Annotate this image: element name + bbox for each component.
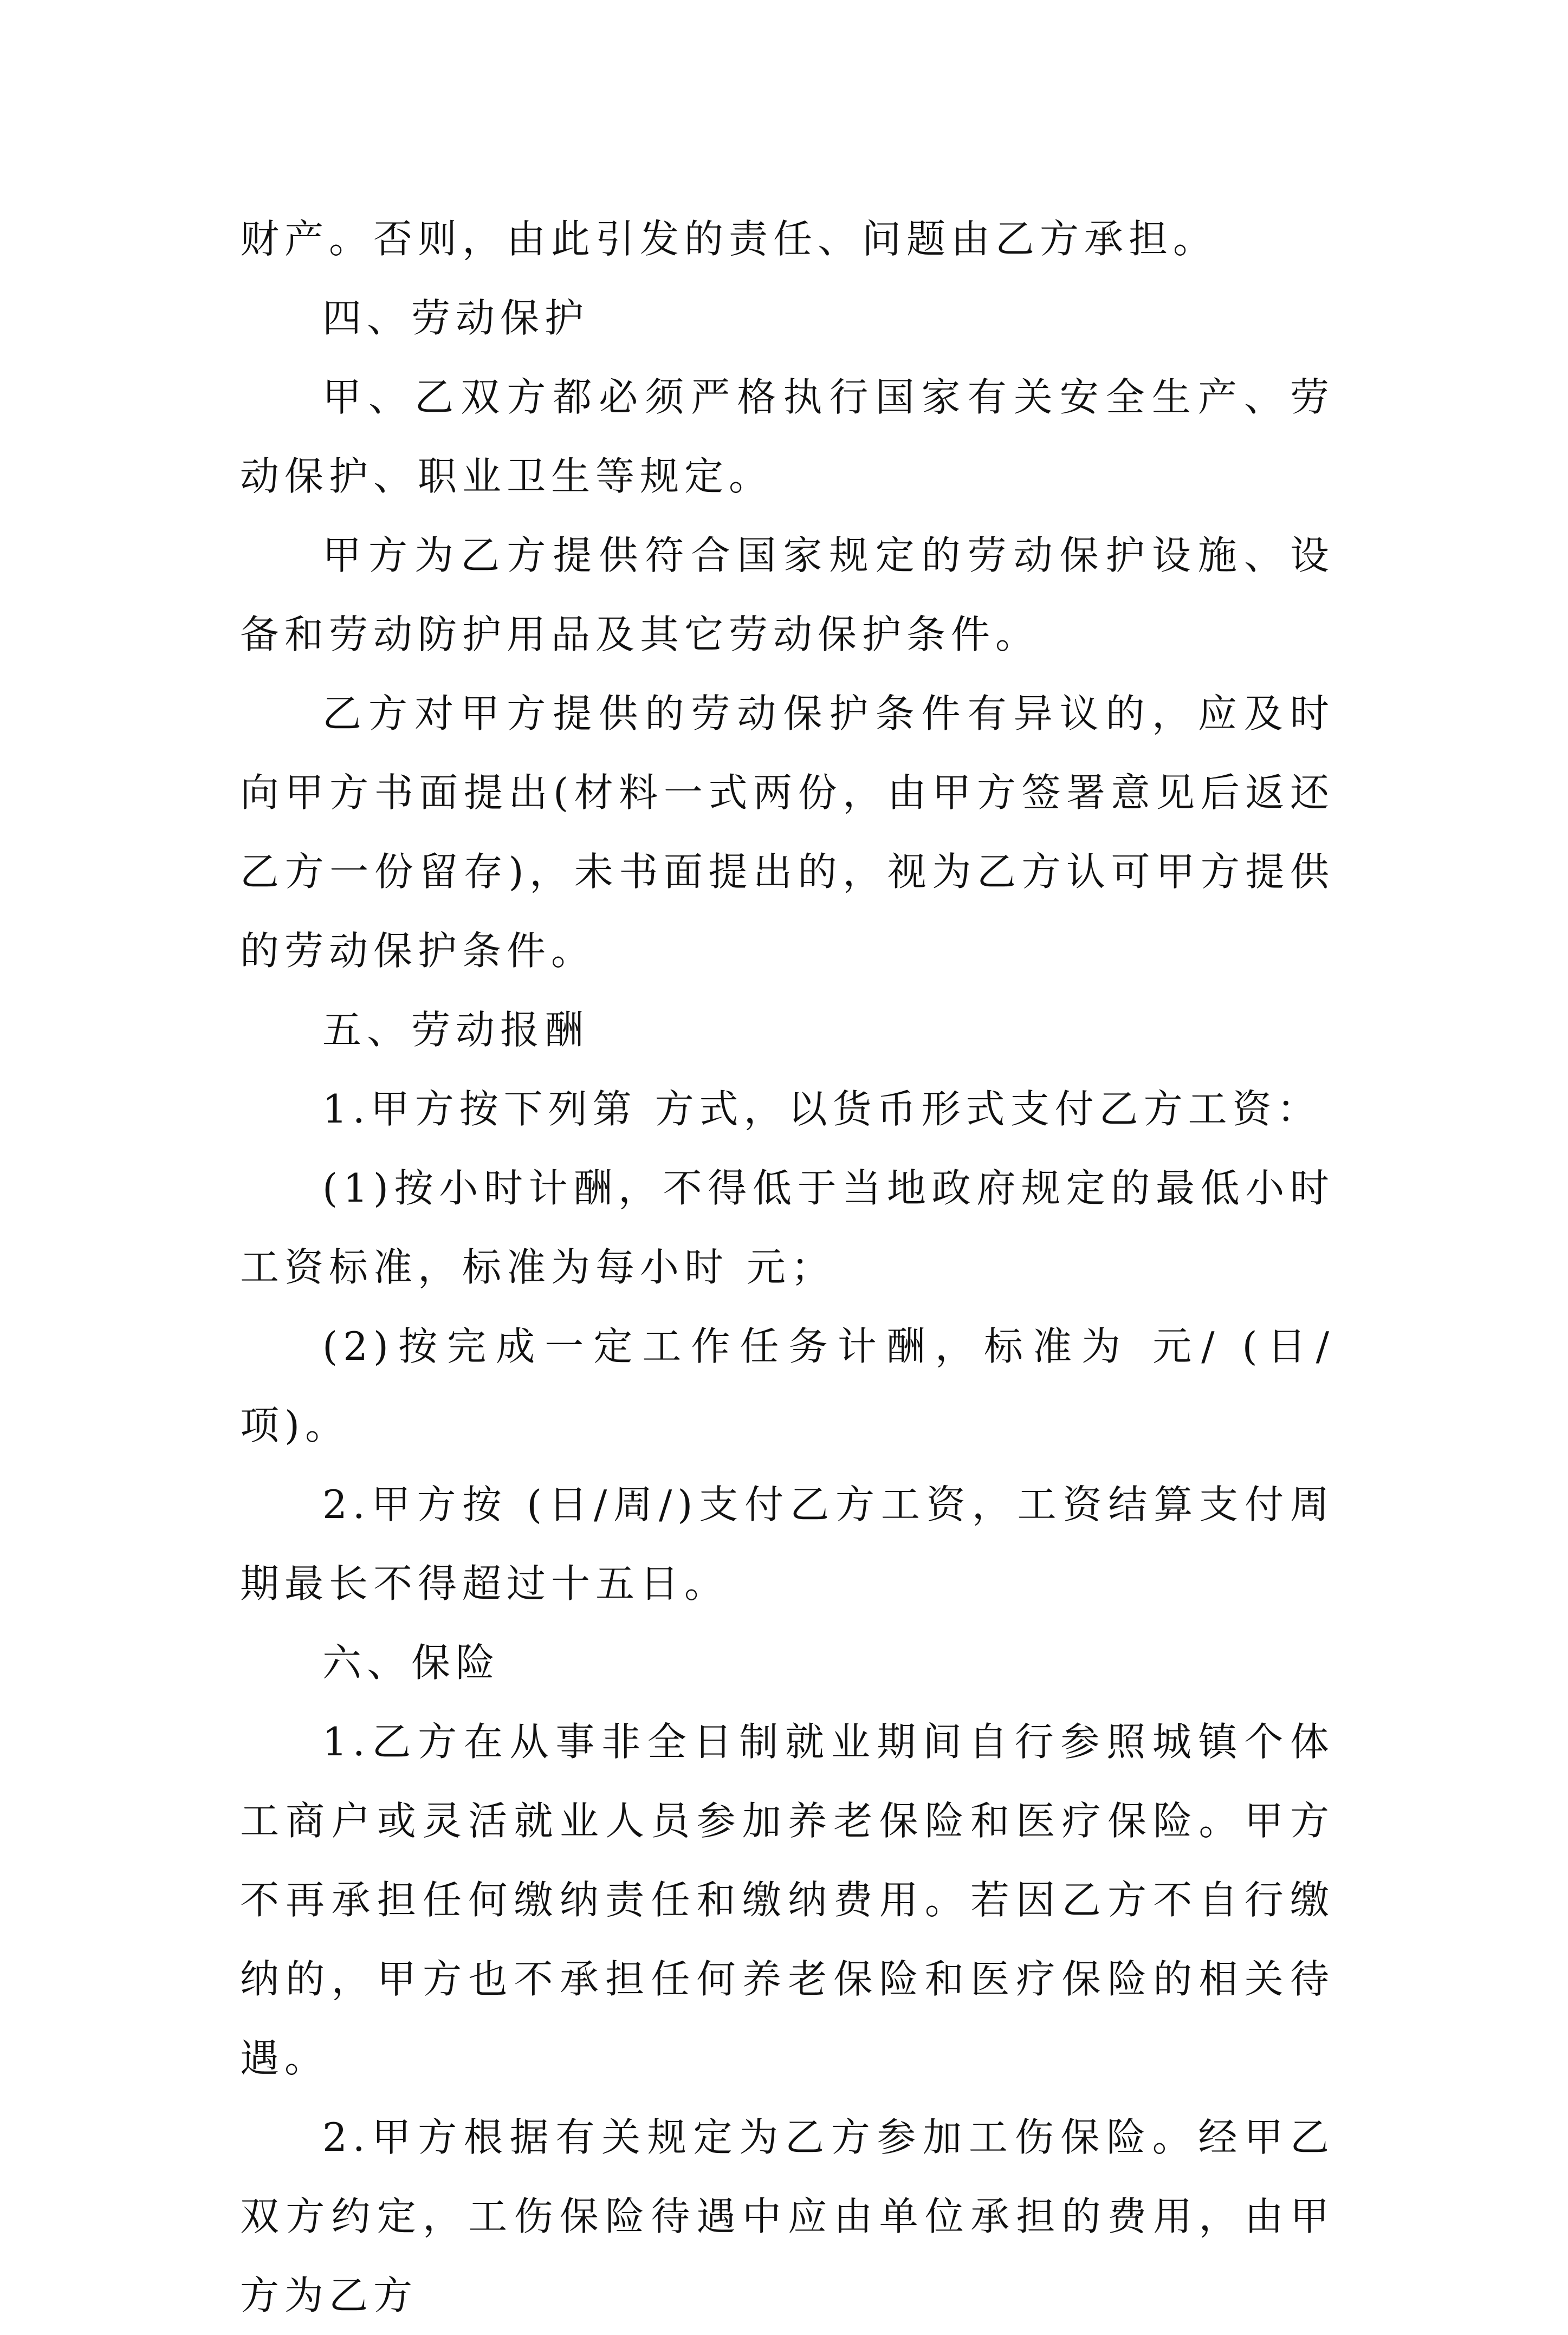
paragraph-pension-medical: 1.乙方在从事非全日制就业期间自行参照城镇个体工商户或灵活就业人员参加养老保险和医疗保险。甲方不再承担任何缴纳责任和缴纳费用。若因乙方不自行缴纳的，甲方也不承担任何养老保险和医疗保险的相关待遇。 — [240, 1719, 1334, 2081]
paragraph-injury-insurance: 2.甲方根据有关规定为乙方参加工伤保险。经甲乙双方约定，工伤保险待遇中应由单位承担的费用，由甲方为乙方 — [240, 2115, 1334, 2318]
paragraph-hourly-pay: (1)按小时计酬，不得低于当地政府规定的最低小时工资标准，标准为每小时 元； — [240, 1165, 1334, 1290]
paragraph-task-pay: (2)按完成一定工作任务计酬，标准为 元/ (日/项)。 — [240, 1324, 1334, 1448]
paragraph-property-clause: 财产。否则，由此引发的责任、问题由乙方承担。 — [240, 216, 1218, 262]
heading-insurance: 六、保险 — [322, 1640, 501, 1685]
document-body — [240, 199, 1334, 2335]
heading-remuneration: 五、劳动报酬 — [322, 1007, 589, 1053]
heading-labor-protection: 四、劳动保护 — [322, 295, 589, 341]
paragraph-payment-method: 1.甲方按下列第 方式，以货币形式支付乙方工资： — [322, 1086, 1321, 1132]
paragraph-protection-objection: 乙方对甲方提供的劳动保护条件有异议的，应及时向甲方书面提出(材料一式两份，由甲方签署意见后返还乙方一份留存)，未书面提出的，视为乙方认可甲方提供的劳动保护条件。 — [240, 691, 1334, 974]
paragraph-safety-regulations: 甲、乙双方都必须严格执行国家有关安全生产、劳动保护、职业卫生等规定。 — [240, 374, 1334, 499]
paragraph-protection-facilities: 甲方为乙方提供符合国家规定的劳动保护设施、设备和劳动防护用品及其它劳动保护条件。 — [240, 533, 1334, 657]
paragraph-pay-cycle: 2.甲方按 (日/周/)支付乙方工资，工资结算支付周期最长不得超过十五日。 — [240, 1482, 1334, 1606]
